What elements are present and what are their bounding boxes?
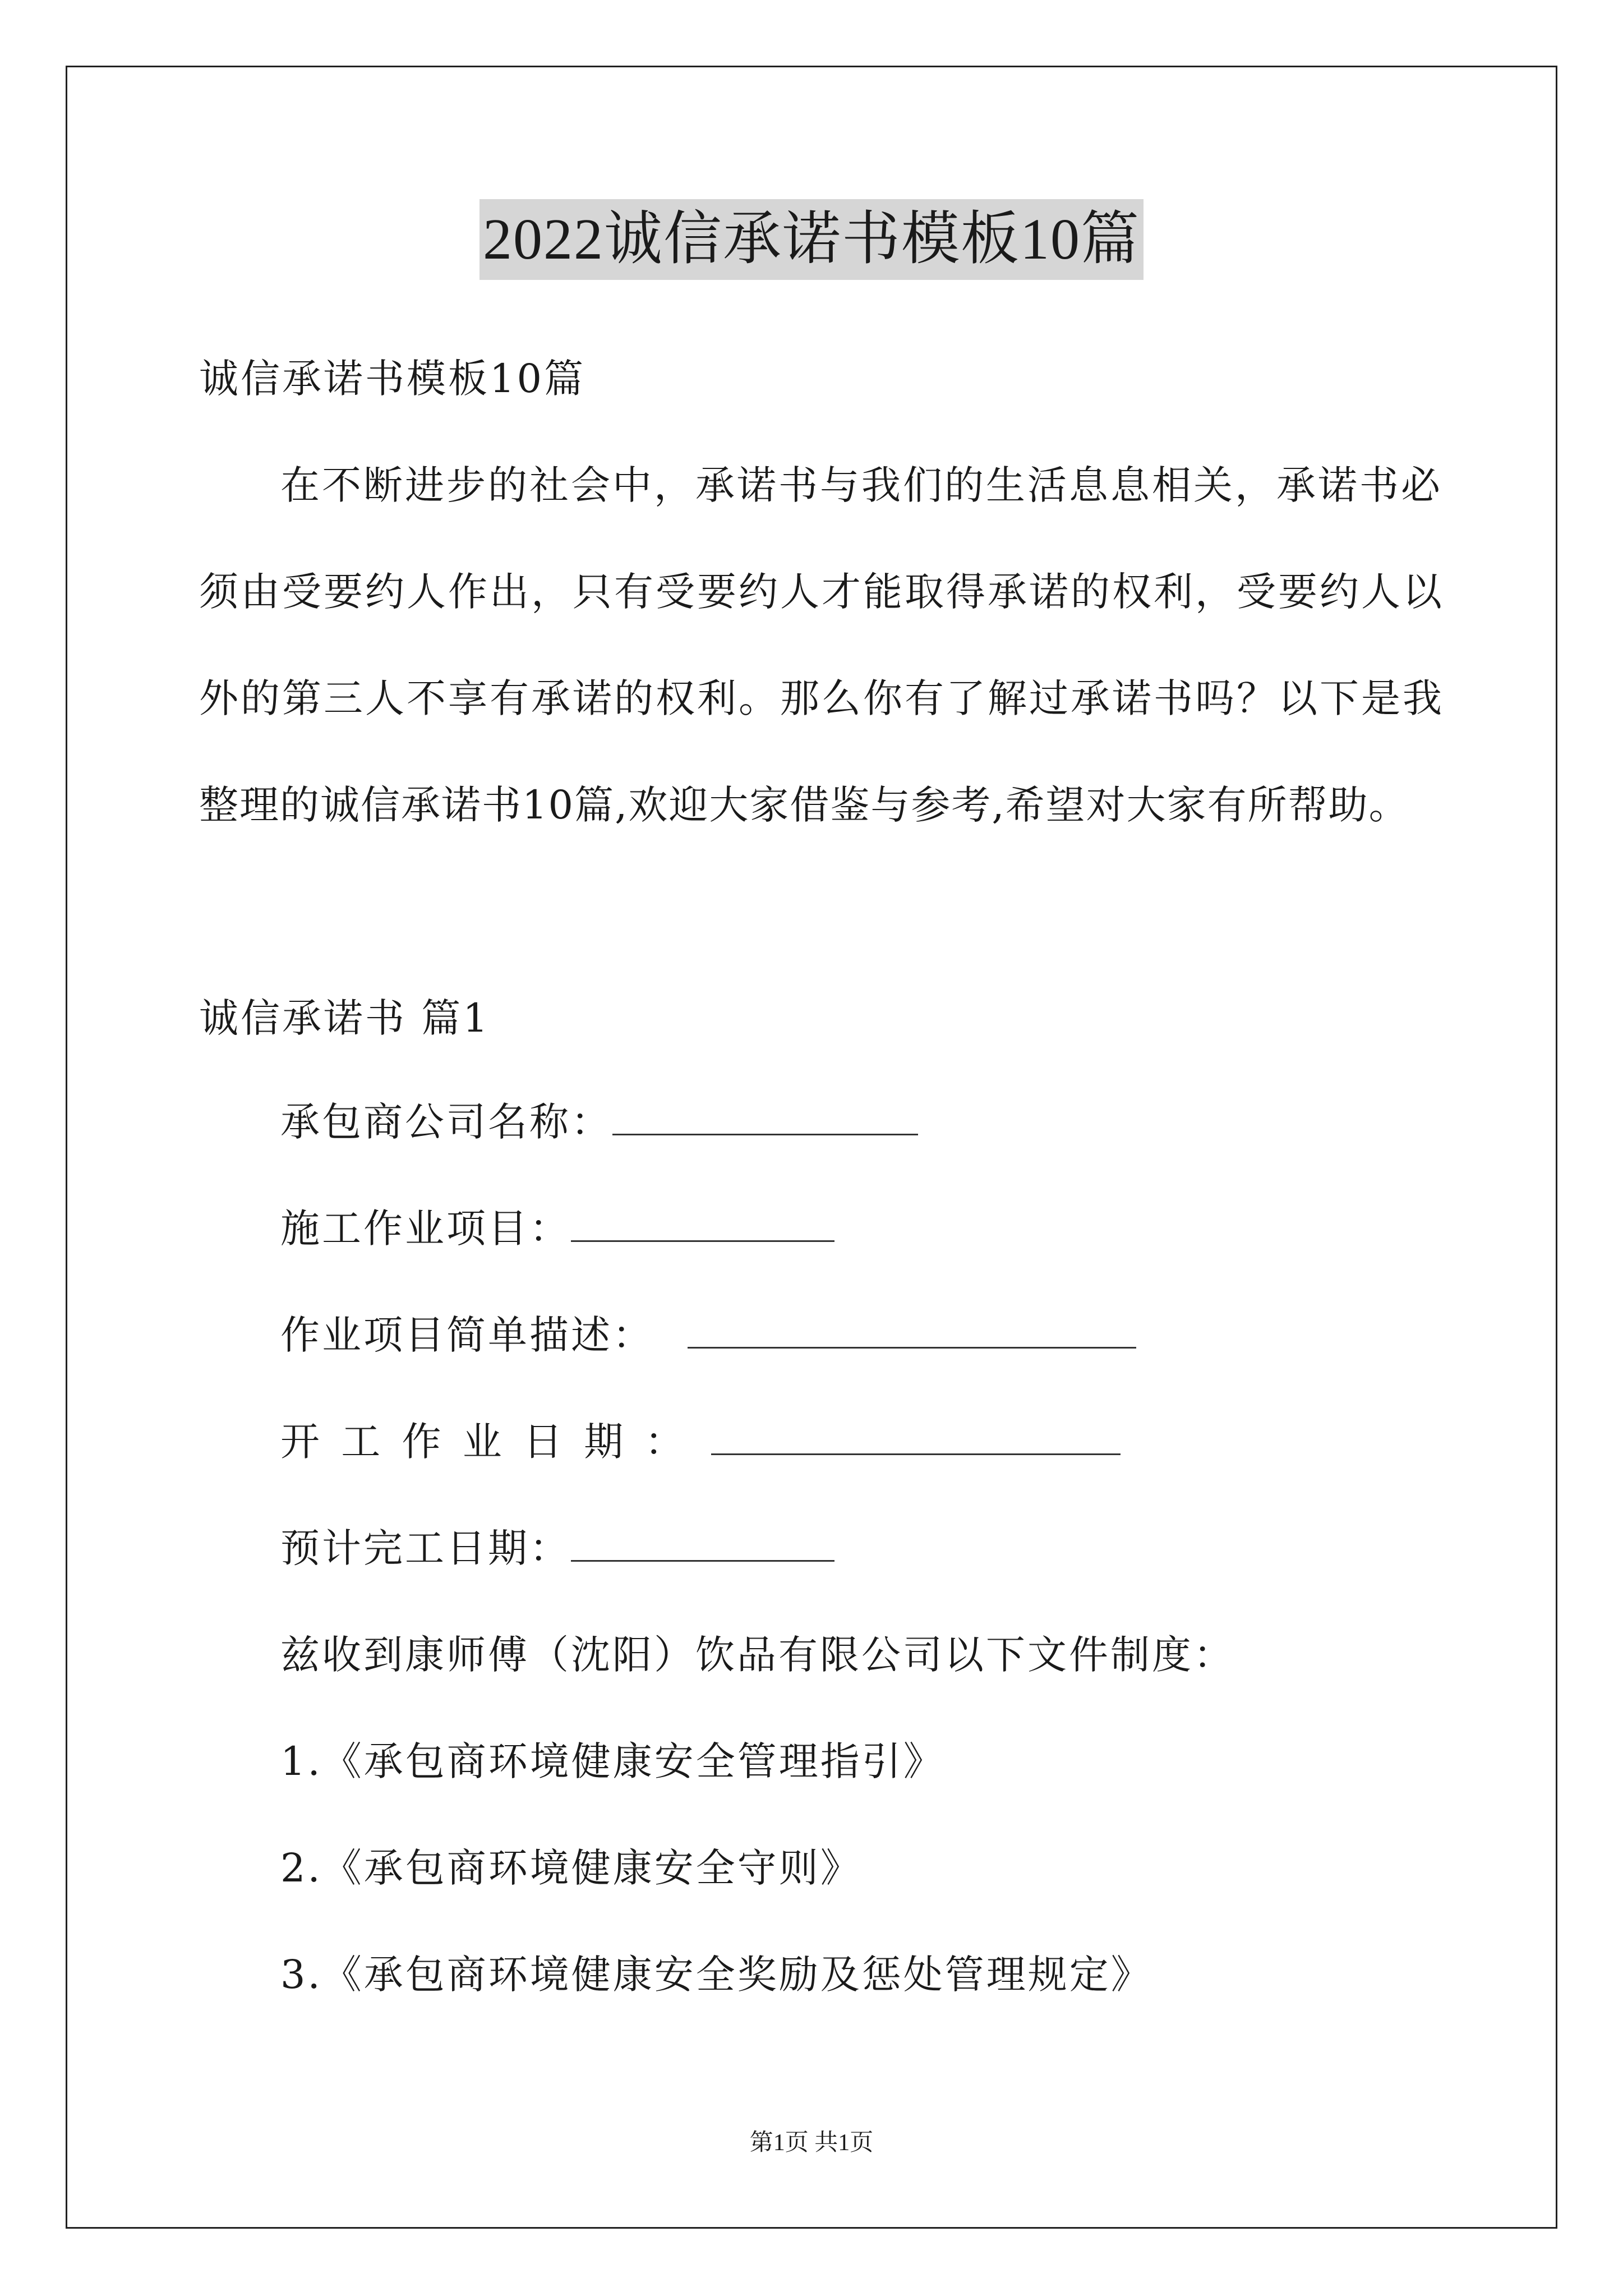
- work-item-label: 施工作业项目：: [280, 1205, 571, 1251]
- document-list-item-2: 2.《承包商环境健康安全守则》: [280, 1845, 862, 1891]
- form-row-work-description: [280, 1307, 1136, 1363]
- work-item-blank: [571, 1205, 834, 1242]
- intro-paragraph-line-3: 外的第三人不享有承诺的权利。那么你有了解过承诺书吗？以下是我: [199, 675, 1444, 721]
- work-description-blank: [688, 1312, 1136, 1349]
- document-title: [0, 199, 1623, 280]
- form-row-work-item: [280, 1200, 834, 1257]
- page-footer: 第1页 共1页: [749, 2130, 874, 2156]
- end-date-label: 预计完工日期：: [280, 1525, 571, 1571]
- work-description-label: 作业项目简单描述：: [280, 1312, 654, 1358]
- form-row-start-date: [280, 1414, 1121, 1470]
- document-list-item-1: 1.《承包商环境健康安全管理指引》: [280, 1738, 945, 1784]
- intro-paragraph-line-1: 在不断进步的社会中，承诺书与我们的生活息息相关，承诺书必: [280, 462, 1442, 508]
- intro-paragraph-line-2: 须由受要约人作出，只有受要约人才能取得承诺的权利，受要约人以: [199, 569, 1444, 615]
- contractor-name-blank: [612, 1099, 918, 1135]
- start-date-blank: [711, 1419, 1121, 1455]
- document-list-item-3: 3.《承包商环境健康安全奖励及惩处管理规定》: [280, 1952, 1152, 1998]
- form-row-end-date: [280, 1520, 834, 1576]
- document-subtitle: 诚信承诺书模板10篇: [199, 356, 586, 402]
- form-row-contractor-name: [280, 1094, 918, 1150]
- section-heading: 诚信承诺书 篇1: [199, 995, 490, 1041]
- intro-paragraph-line-4: 整理的诚信承诺书10篇,欢迎大家借鉴与参考,希望对大家有所帮助。: [199, 782, 1409, 828]
- end-date-blank: [571, 1525, 834, 1562]
- contractor-name-label: 承包商公司名称：: [280, 1099, 612, 1145]
- start-date-label: 开 工 作 业 日 期 ：: [280, 1419, 689, 1465]
- received-documents-text: 兹收到康师傅（沈阳）饮品有限公司以下文件制度：: [280, 1632, 1235, 1678]
- document-title-text: 2022诚信承诺书模板10篇: [479, 199, 1144, 280]
